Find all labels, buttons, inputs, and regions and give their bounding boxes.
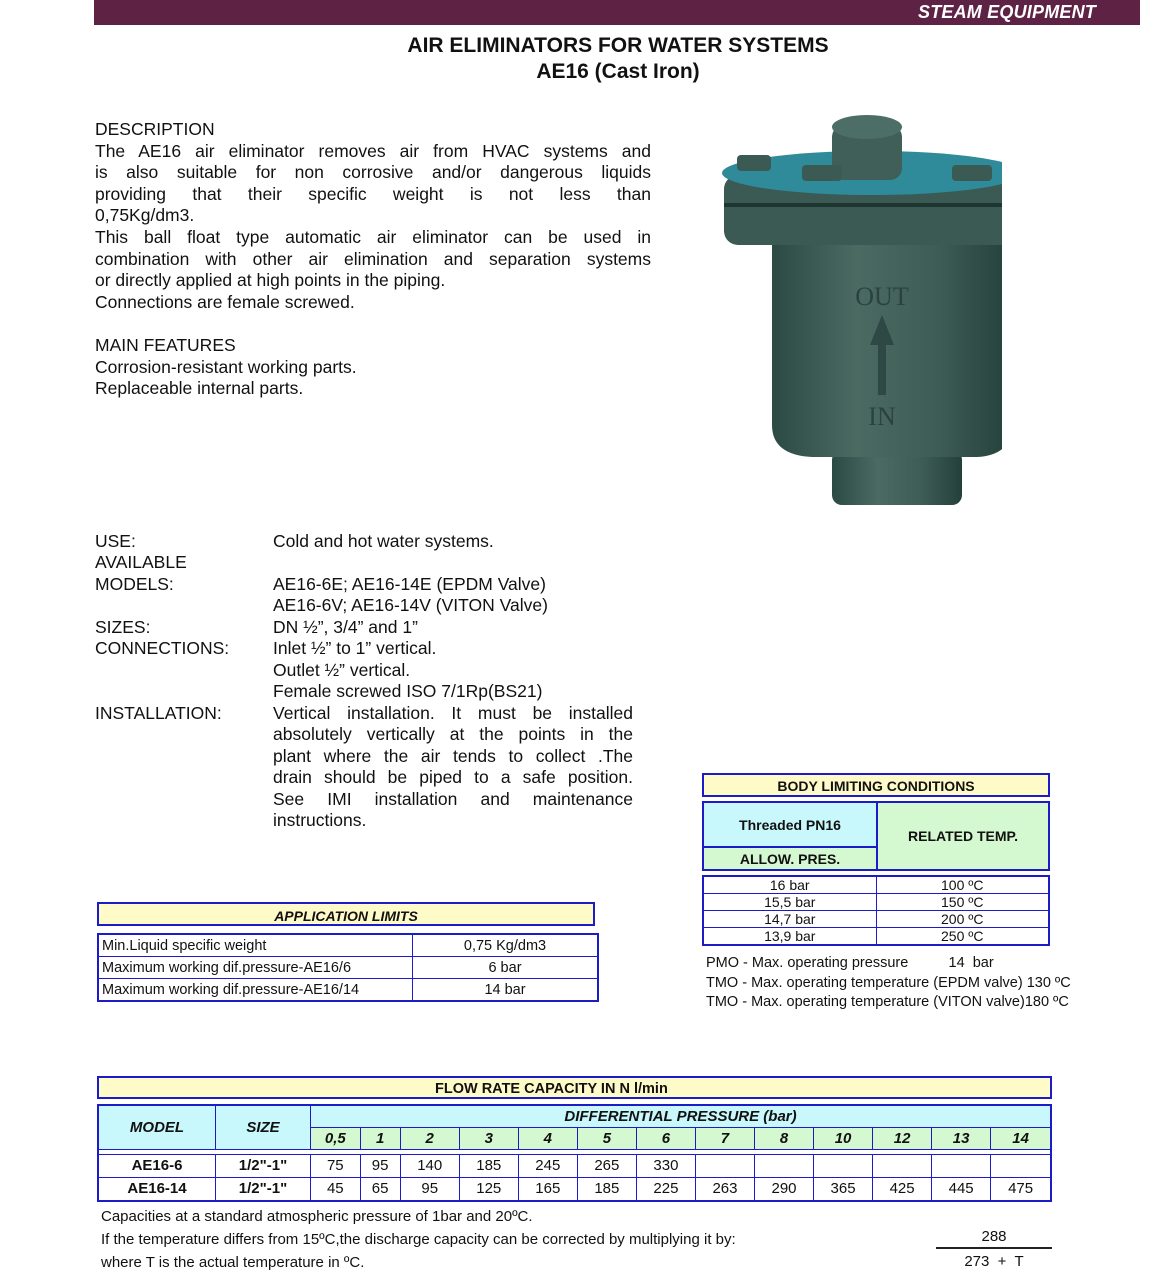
table-row xyxy=(703,911,1049,928)
capacity-cell: 95 xyxy=(360,1154,400,1177)
models-value: AE16-6E; AE16-14E (EPDM Valve) xyxy=(273,574,546,594)
pressure-column-header: 0,5 xyxy=(311,1127,361,1149)
capacity-cell: 265 xyxy=(577,1154,636,1177)
table-row xyxy=(98,957,598,979)
capacity-cell: 75 xyxy=(311,1154,361,1177)
model-header: MODEL xyxy=(98,1105,216,1149)
feature-item: Replaceable internal parts. xyxy=(95,378,304,399)
installation-line: absolutely vertically at the points in the xyxy=(273,724,633,744)
pmo-note: PMO - Max. operating pressure 14 bar xyxy=(706,955,994,971)
pressure-column-header: 7 xyxy=(695,1127,754,1149)
pressure-column-header: 2 xyxy=(400,1127,459,1149)
description-line: 0,75Kg/dm3. xyxy=(95,205,195,226)
capacity-cell: 475 xyxy=(991,1177,1051,1201)
body-limits-notes xyxy=(706,954,1071,1013)
pressure-column-header: 14 xyxy=(991,1127,1051,1149)
banner-label: STEAM EQUIPMENT xyxy=(917,2,1096,22)
capacity-cell: 425 xyxy=(873,1177,932,1201)
air-eliminator-photo-icon xyxy=(712,105,1002,515)
description-line: combination with other air elimination and separation systems xyxy=(95,248,651,269)
capacity-cell: 185 xyxy=(459,1154,518,1177)
capacity-cell: 165 xyxy=(518,1177,577,1201)
header-banner xyxy=(94,0,1140,25)
table-row xyxy=(98,934,598,957)
description-line: Connections are female screwed. xyxy=(95,291,355,312)
capacity-cell: 330 xyxy=(636,1154,695,1177)
features-section xyxy=(95,335,651,400)
capacity-cell: 445 xyxy=(932,1177,991,1201)
tmo-epdm-note: TMO - Max. operating temperature (EPDM valve) 130 ºC xyxy=(706,974,1071,991)
installation-line: drain should be piped to a safe position. xyxy=(273,767,633,787)
description-section xyxy=(95,119,651,313)
capacity-cell: 65 xyxy=(360,1177,400,1201)
limit-label: Maximum working dif.pressure-AE16/14 xyxy=(98,979,413,1002)
differential-pressure-header: DIFFERENTIAL PRESSURE (bar) xyxy=(311,1105,1052,1127)
capacity-cell: 245 xyxy=(518,1154,577,1177)
application-limits-table xyxy=(97,933,599,1002)
capacity-cell xyxy=(695,1154,754,1177)
model-cell: AE16-6 xyxy=(98,1154,216,1177)
description-line: or directly applied at high points in the piping. xyxy=(95,270,446,291)
capacity-cell: 185 xyxy=(577,1177,636,1201)
description-line: providing that their specific weight is not less than xyxy=(95,183,651,204)
temp-cell: 150 ºC xyxy=(876,894,1049,911)
limit-value: 14 bar xyxy=(413,979,599,1002)
pressure-column-header: 8 xyxy=(754,1127,813,1149)
body-limits-title: BODY LIMITING CONDITIONS xyxy=(702,773,1050,797)
capacity-cell: 140 xyxy=(400,1154,459,1177)
pressure-column-header: 1 xyxy=(360,1127,400,1149)
use-label: USE: xyxy=(95,531,136,551)
pressure-cell: 13,9 bar xyxy=(703,928,876,946)
out-marking: OUT xyxy=(855,282,909,311)
table-row xyxy=(98,1177,1051,1201)
flow-rate-title-text: FLOW RATE CAPACITY IN N l/min xyxy=(435,1081,668,1097)
related-temp-header: RELATED TEMP. xyxy=(908,828,1018,844)
formula-numerator: 288 xyxy=(936,1228,1052,1249)
temp-cell: 200 ºC xyxy=(876,911,1049,928)
capacity-cell xyxy=(991,1154,1051,1177)
connections-value: Inlet ½” to 1” vertical. xyxy=(273,638,437,658)
table-row xyxy=(703,894,1049,911)
pressure-column-header: 12 xyxy=(873,1127,932,1149)
installation-line: See IMI installation and maintenance xyxy=(273,789,633,809)
pressure-column-header: 13 xyxy=(932,1127,991,1149)
flow-rate-table xyxy=(97,1104,1052,1202)
table-row xyxy=(98,979,598,1002)
capacity-cell xyxy=(932,1154,991,1177)
sizes-value: DN ½”, 3/4” and 1” xyxy=(273,617,418,637)
model-cell: AE16-14 xyxy=(98,1177,216,1201)
capacity-cell: 365 xyxy=(814,1177,873,1201)
capacity-cell: 263 xyxy=(695,1177,754,1201)
flow-note: where T is the actual temperature in ºC. xyxy=(101,1254,365,1271)
temp-cell: 250 ºC xyxy=(876,928,1049,946)
flow-rate-title xyxy=(97,1076,1052,1099)
installation-label: INSTALLATION: xyxy=(95,703,222,723)
models-value-2: AE16-6V; AE16-14V (VITON Valve) xyxy=(273,595,548,615)
page-subtitle: AE16 (Cast Iron) xyxy=(536,60,700,83)
pressure-column-header: 10 xyxy=(814,1127,873,1149)
size-header: SIZE xyxy=(216,1105,311,1149)
table-row xyxy=(703,876,1049,894)
pressure-column-header: 4 xyxy=(518,1127,577,1149)
formula-denominator: 273 + T xyxy=(964,1253,1024,1270)
page-title: AIR ELIMINATORS FOR WATER SYSTEMS xyxy=(407,34,829,57)
size-cell: 1/2"-1" xyxy=(216,1154,311,1177)
tmo-viton-note: TMO - Max. operating temperature (VITON valve)180 ºC xyxy=(706,994,1069,1010)
pressure-column-header: 5 xyxy=(577,1127,636,1149)
description-line: This ball float type automatic air eliminator can be used in xyxy=(95,226,651,247)
capacity-cell xyxy=(754,1154,813,1177)
flow-note: Capacities at a standard atmospheric pressure of 1bar and 20ºC. xyxy=(101,1208,533,1225)
capacity-cell: 95 xyxy=(400,1177,459,1201)
size-cell: 1/2"-1" xyxy=(216,1177,311,1201)
description-line: is also suitable for non corrosive and/or dangerous liquids xyxy=(95,162,651,183)
table-row xyxy=(703,928,1049,946)
capacity-cell xyxy=(814,1154,873,1177)
limit-label: Min.Liquid specific weight xyxy=(98,934,413,957)
flow-notes xyxy=(101,1205,736,1274)
limit-label: Maximum working dif.pressure-AE16/6 xyxy=(98,957,413,979)
pressure-column-header: 6 xyxy=(636,1127,695,1149)
use-value: Cold and hot water systems. xyxy=(273,531,494,551)
description-heading: DESCRIPTION xyxy=(95,119,215,139)
installation-line: Vertical installation. It must be installed xyxy=(273,703,633,723)
flow-note: If the temperature differs from 15ºC,the discharge capacity can be corrected by multiplying it by: xyxy=(101,1231,736,1248)
connections-value: Outlet ½” vertical. xyxy=(273,660,411,680)
models-label: AVAILABLE xyxy=(95,552,187,572)
body-limits-header xyxy=(702,801,1050,871)
installation-line: plant where the air tends to collect .The xyxy=(273,746,633,766)
feature-item: Corrosion-resistant working parts. xyxy=(95,356,357,377)
connections-label: CONNECTIONS: xyxy=(95,638,230,658)
in-marking: IN xyxy=(868,402,896,431)
capacity-cell: 290 xyxy=(754,1177,813,1201)
pressure-cell: 16 bar xyxy=(703,876,876,894)
capacity-cell: 125 xyxy=(459,1177,518,1201)
body-limits-table xyxy=(702,875,1050,946)
capacity-cell: 45 xyxy=(311,1177,361,1201)
features-heading: MAIN FEATURES xyxy=(95,335,236,355)
temp-cell: 100 ºC xyxy=(876,876,1049,894)
allow-pres-header: ALLOW. PRES. xyxy=(704,848,878,869)
limit-value: 0,75 Kg/dm3 xyxy=(413,934,599,957)
correction-formula xyxy=(936,1228,1052,1270)
pressure-column-header: 3 xyxy=(459,1127,518,1149)
capacity-cell: 225 xyxy=(636,1177,695,1201)
pressure-cell: 14,7 bar xyxy=(703,911,876,928)
application-limits-title: APPLICATION LIMITS xyxy=(97,902,595,926)
threaded-header: Threaded PN16 xyxy=(704,803,878,848)
description-line: The AE16 air eliminator removes air from HVAC systems and xyxy=(95,140,651,161)
pressure-cell: 15,5 bar xyxy=(703,894,876,911)
sizes-label: SIZES: xyxy=(95,617,151,637)
table-row xyxy=(98,1154,1051,1177)
connections-value: Female screwed ISO 7/1Rp(BS21) xyxy=(273,681,543,701)
models-label-2: MODELS: xyxy=(95,574,174,594)
capacity-cell xyxy=(873,1154,932,1177)
limit-value: 6 bar xyxy=(413,957,599,979)
installation-line: instructions. xyxy=(273,810,367,830)
